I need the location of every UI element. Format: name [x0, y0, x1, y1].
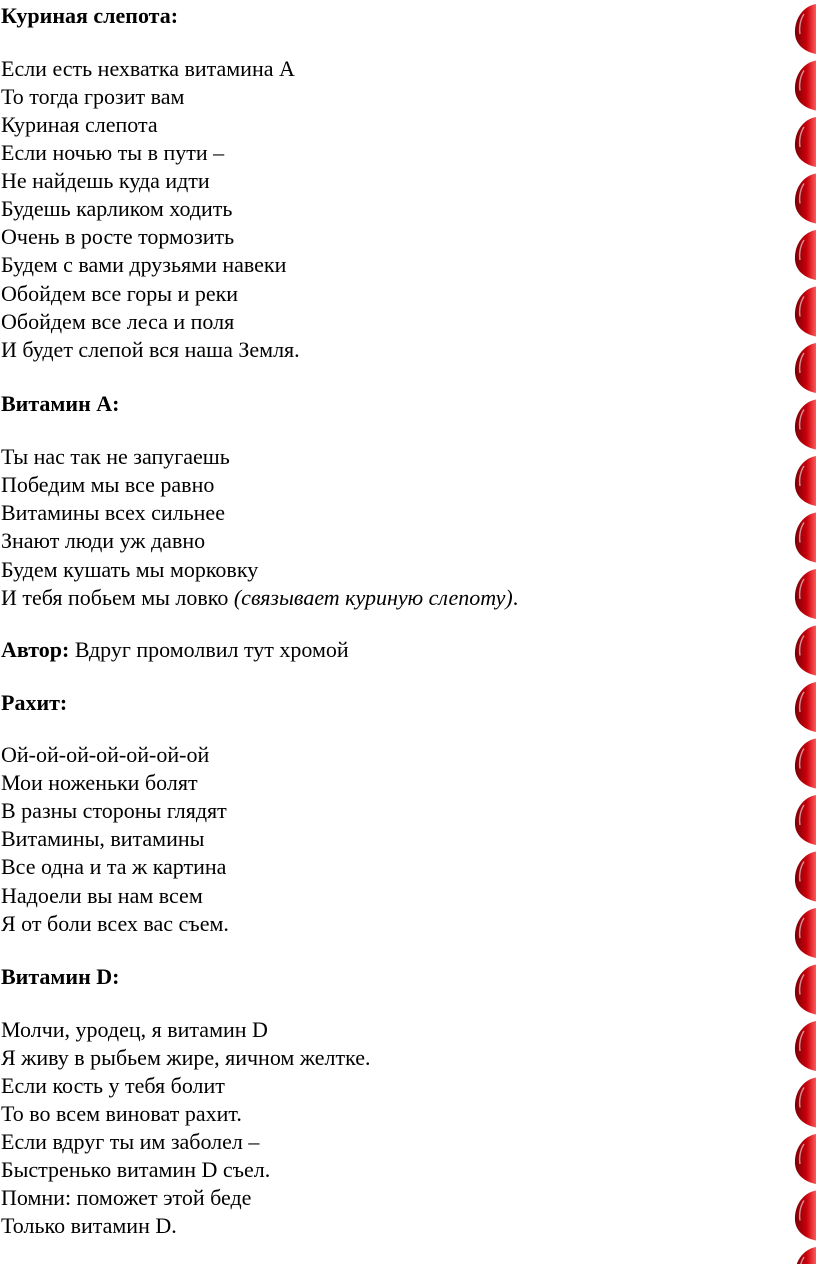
verse-line: Надоели вы нам всем: [1, 883, 203, 908]
verse-line: Помни: поможет этой беде: [1, 1185, 252, 1210]
red-drop-icon: [795, 852, 816, 902]
section-heading-vitamin-d: Витамин D:: [1, 964, 120, 989]
verse-line: Будем кушать мы морковку: [1, 557, 259, 582]
speaker-label: Автор:: [1, 637, 70, 662]
stage-direction: (связывает куриную слепоту): [233, 585, 513, 610]
red-drop-icon: [795, 908, 816, 958]
author-text: Вдруг промолвил тут хромой: [69, 637, 349, 662]
decorative-border: [790, 0, 816, 1264]
red-drop-icon: [795, 61, 816, 111]
verse-line: И будет слепой вся наша Земля.: [1, 337, 300, 362]
verse-line-text: И тебя побьем мы ловко: [1, 585, 234, 610]
red-drop-icon: [795, 739, 816, 789]
section-heading-rickets: Рахит:: [1, 690, 68, 715]
verse-line: То тогда грозит вам: [1, 84, 185, 109]
verse-line: В разны стороны глядят: [1, 798, 227, 823]
verse-line: Победим мы все равно: [1, 472, 215, 497]
red-drop-icon: [795, 682, 816, 732]
verse-line: Молчи, уродец, я витамин D: [1, 1017, 268, 1042]
verse-line: Витамины всех сильнее: [1, 500, 225, 525]
verse-line: Будешь карликом ходить: [1, 196, 233, 221]
red-drop-icon: [795, 513, 816, 563]
red-drop-icon: [795, 4, 816, 54]
author-line: [1, 636, 349, 664]
verse-line: Витамины, витамины: [1, 826, 205, 851]
verse-line: Если есть нехватка витамина А: [1, 56, 295, 81]
verse-line: Быстренько витамин D съел.: [1, 1157, 271, 1182]
red-drop-icon: [795, 965, 816, 1015]
verse-line: Я живу в рыбьем жире, яичном желтке.: [1, 1045, 371, 1070]
verse-line-end: .: [512, 585, 519, 610]
verse-line: Я от боли всех вас съем.: [1, 911, 229, 936]
verse-line: Будем с вами друзьями навеки: [1, 252, 287, 277]
red-drop-icon: [795, 1247, 816, 1264]
red-drop-icon: [795, 1134, 816, 1184]
verse-line: Если ночью ты в пути –: [1, 140, 225, 165]
red-drop-icon: [795, 117, 816, 167]
red-drop-icon: [795, 343, 816, 393]
verse-line: Куриная слепота: [1, 112, 158, 137]
red-drop-icon: [795, 456, 816, 506]
verse-line: [1, 584, 518, 612]
verse-line: Очень в росте тормозить: [1, 224, 235, 249]
verse-line: Ой-ой-ой-ой-ой-ой-ой: [1, 742, 210, 767]
red-drop-icon: [795, 1078, 816, 1128]
red-drop-icon: [795, 174, 816, 224]
red-drop-icon: [795, 569, 816, 619]
verse-line: Не найдешь куда идти: [1, 168, 210, 193]
verse-line: Мои ноженьки болят: [1, 770, 198, 795]
verse-line: Обойдем все горы и реки: [1, 281, 239, 306]
section-heading-vitamin-a: Витамин А:: [1, 391, 120, 416]
red-drop-icon: [795, 795, 816, 845]
verse-line: Все одна и та ж картина: [1, 854, 227, 879]
red-drop-icon: [795, 1191, 816, 1241]
section-heading-chicken-blindness: Куриная слепота:: [1, 3, 179, 28]
red-drop-icon: [795, 400, 816, 450]
red-drop-border-icon: [790, 0, 816, 1264]
verse-line: Если кость у тебя болит: [1, 1073, 225, 1098]
red-drop-icon: [795, 626, 816, 676]
verse-line: Знают люди уж давно: [1, 528, 206, 553]
verse-line: Если вдруг ты им заболел –: [1, 1129, 260, 1154]
red-drop-icon: [795, 230, 816, 280]
verse-line: Ты нас так не запугаешь: [1, 444, 230, 469]
verse-line: Только витамин D.: [1, 1213, 177, 1238]
verse-line: Обойдем все леса и поля: [1, 309, 235, 334]
red-drop-icon: [795, 1021, 816, 1071]
verse-line: То во всем виноват рахит.: [1, 1101, 242, 1126]
red-drop-icon: [795, 287, 816, 337]
